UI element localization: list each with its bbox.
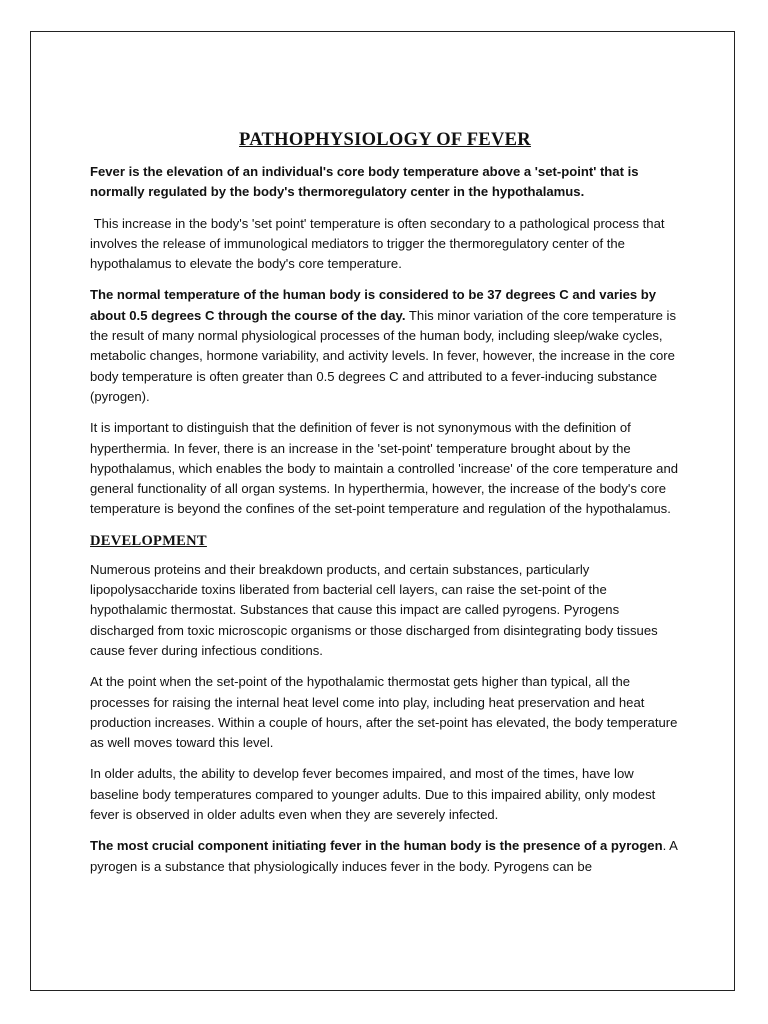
paragraph-intro: Fever is the elevation of an individual's core body temperature above a 'set-point' that is normally regulated by the body's thermoregulatory center in the hypothalamus.: [90, 164, 639, 200]
paragraph-set-point: This increase in the body's 'set point' temperature is often secondary to a pathological process that involves the release of immunological mediators to trigger the thermoregulatory center of the hypothalamus to elevate the body's core temperature.: [90, 215, 669, 272]
paragraph-normal-temperature-bold: The normal temperature of the human body is considered to be 37 degrees C and varies by about 0.5 degrees C through the course of the day.: [90, 287, 657, 323]
paragraph-normal-temperature-rest: This minor variation of the core temperature is the result of many normal physiological processes of the human body, including sleep/wake cycles, metabolic changes, hormone variability, and activity levels. In fever, however, the increase in the core body temperature is often greater than 0.5 degrees C and attributed to a fever-inducing substance (pyrogen).: [90, 307, 676, 404]
paragraph-pyrogen-definition: [90, 836, 680, 877]
document-title: PATHOPHYSIOLOGY OF FEVER: [239, 130, 531, 150]
paragraph-pyrogen-definition-bold: The most crucial component initiating fever in the human body is the presence of a pyrogen: [90, 838, 663, 854]
paragraph-thermostat: At the point when the set-point of the hypothalamic thermostat gets higher than typical, all the processes for raising the internal heat level come into play, including heat preservation and heat production increases. Within a couple of hours, after the set-point has elevated, the body temperature as well moves toward this level.: [90, 674, 678, 751]
paragraph-normal-temperature: [90, 285, 680, 407]
paragraph-pyrogen-definition-rest: . A pyrogen is a substance that physiologically induces fever in the body. Pyrogens can be: [90, 838, 678, 874]
document-body: [90, 128, 680, 888]
section-heading-development: DEVELOPMENT: [90, 532, 207, 549]
paragraph-pyrogens: Numerous proteins and their breakdown products, and certain substances, particularly lipopolysaccharide toxins liberated from bacterial cell layers, can raise the set-point of the hypothalamic thermostat. Substances that cause this impact are called pyrogens. Pyrogens discharged from toxic microscopic organisms or those discharged from disintegrating body tissues cause fever during infectious conditions.: [90, 561, 658, 658]
paragraph-older-adults: In older adults, the ability to develop fever becomes impaired, and most of the times, have low baseline body temperatures compared to younger adults. Due to this impaired ability, only modest fever is observed in older adults even when they are severely infected.: [90, 766, 656, 823]
paragraph-hyperthermia: It is important to distinguish that the definition of fever is not synonymous with the definition of hyperthermia. In fever, there is an increase in the 'set-point' temperature brought about by the hypothalamus, which enables the body to maintain a controlled 'increase' of the core temperature and general functionality of all organ systems. In hyperthermia, however, the increase of the body's core temperature is beyond the confines of the set-point temperature and regulation of the hypothalamus.: [90, 420, 679, 517]
